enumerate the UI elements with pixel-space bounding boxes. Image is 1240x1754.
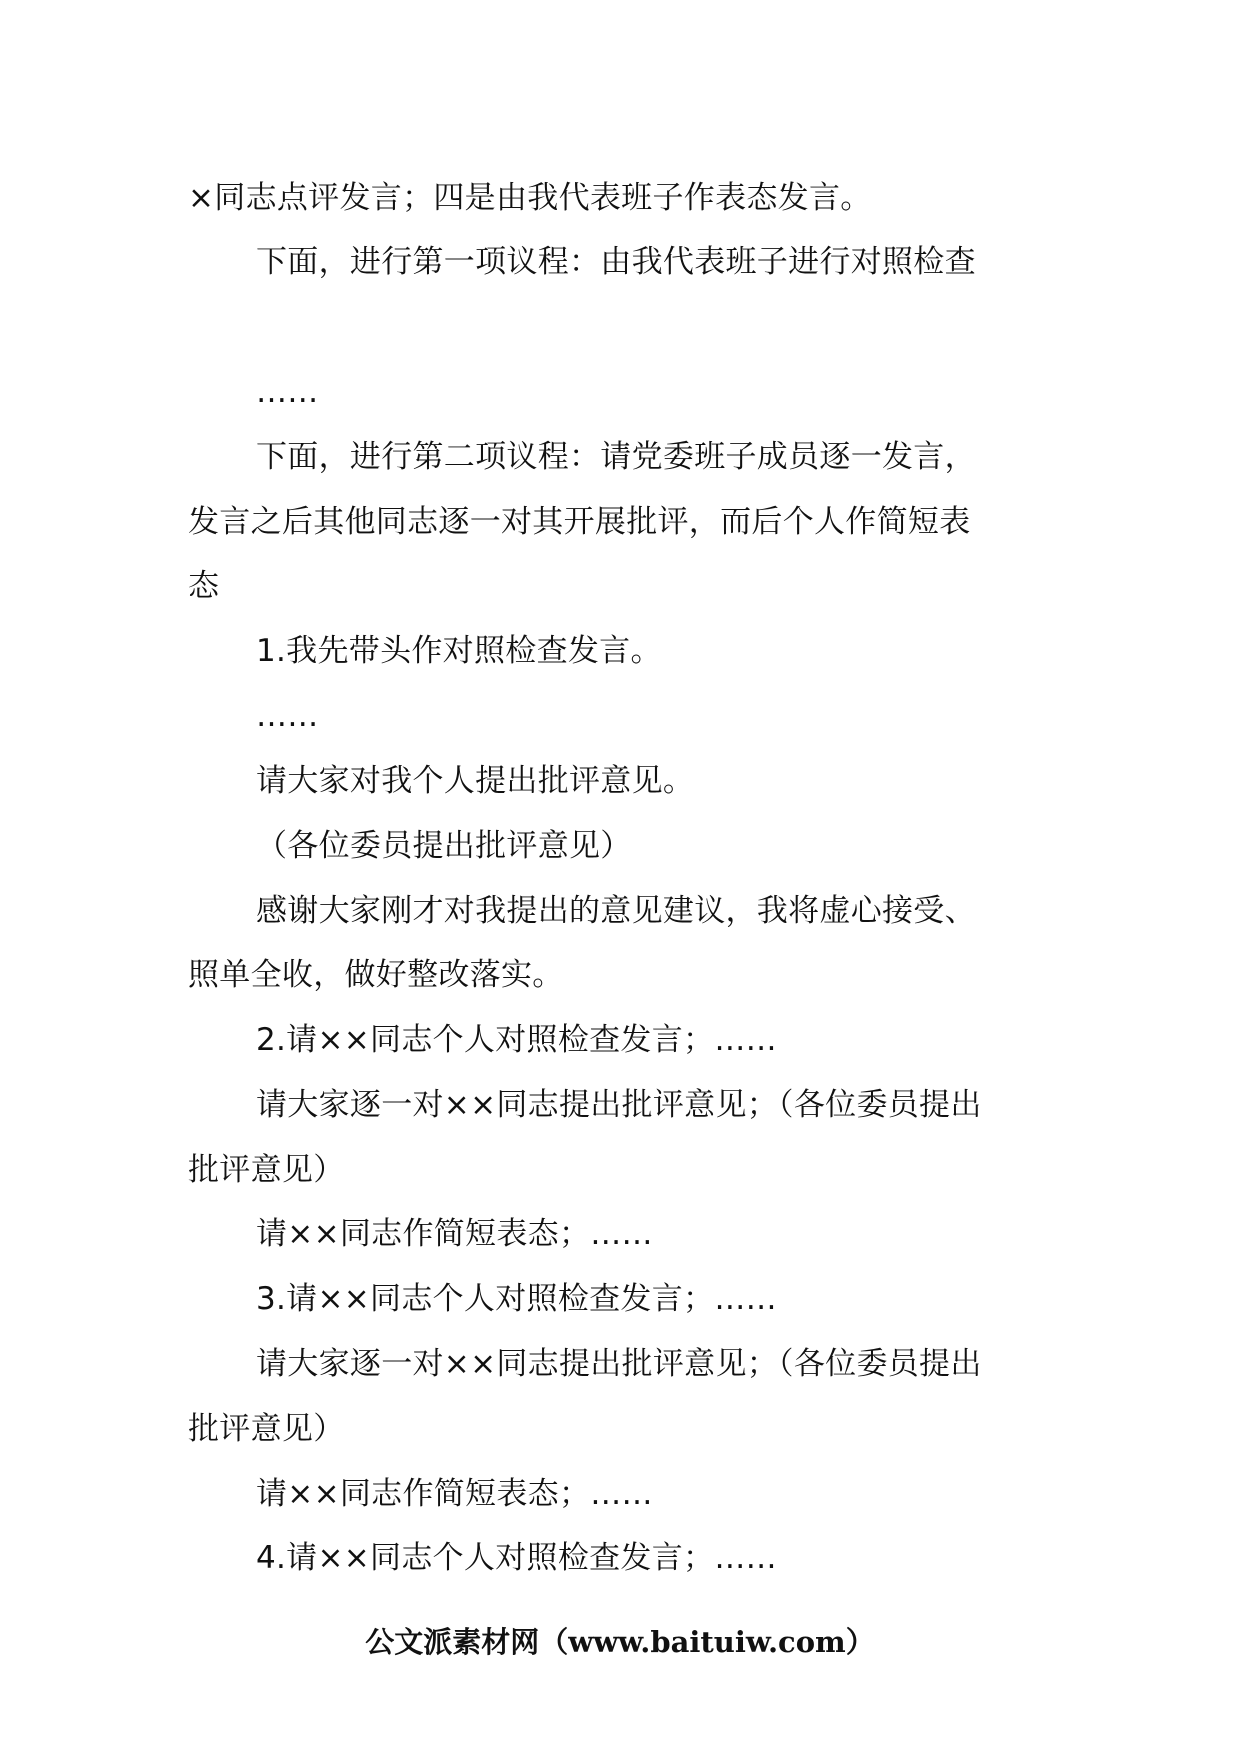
paragraph-line: …… xyxy=(256,374,319,410)
paragraph-line: （各位委员提出批评意见） xyxy=(256,828,632,864)
paragraph-line: 照单全收，做好整改落实。 xyxy=(188,957,564,993)
paragraph-line: 态 xyxy=(188,568,220,604)
paragraph-line: 4.请××同志个人对照检查发言；…… xyxy=(256,1540,777,1576)
paragraph-line: 3.请××同志个人对照检查发言；…… xyxy=(256,1281,777,1317)
paragraph-line: 请大家逐一对××同志提出批评意见；（各位委员提出 xyxy=(256,1087,982,1123)
paragraph-line: 下面，进行第一项议程：由我代表班子进行对照检查 xyxy=(256,244,976,280)
page-footer-watermark: 公文派素材网（www.baituiw.com） xyxy=(365,1625,875,1659)
paragraph-line: 请大家逐一对××同志提出批评意见；（各位委员提出 xyxy=(256,1346,982,1382)
paragraph-line: 2.请××同志个人对照检查发言；…… xyxy=(256,1022,777,1058)
paragraph-line: …… xyxy=(256,698,319,734)
paragraph-line: 下面，进行第二项议程：请党委班子成员逐一发言， xyxy=(256,439,976,475)
paragraph-line: 批评意见） xyxy=(188,1411,345,1447)
paragraph-line: 请××同志作简短表态；…… xyxy=(256,1476,653,1512)
paragraph-line: 批评意见） xyxy=(188,1152,345,1188)
paragraph-line: 请××同志作简短表态；…… xyxy=(256,1216,653,1252)
paragraph-line: 请大家对我个人提出批评意见。 xyxy=(256,763,695,799)
paragraph-line: 感谢大家刚才对我提出的意见建议，我将虚心接受、 xyxy=(256,893,976,929)
paragraph-line: 1.我先带头作对照检查发言。 xyxy=(256,633,662,669)
paragraph-line: 发言之后其他同志逐一对其开展批评，而后个人作简短表 xyxy=(188,504,971,540)
paragraph-line: ×同志点评发言；四是由我代表班子作表态发言。 xyxy=(188,180,872,216)
